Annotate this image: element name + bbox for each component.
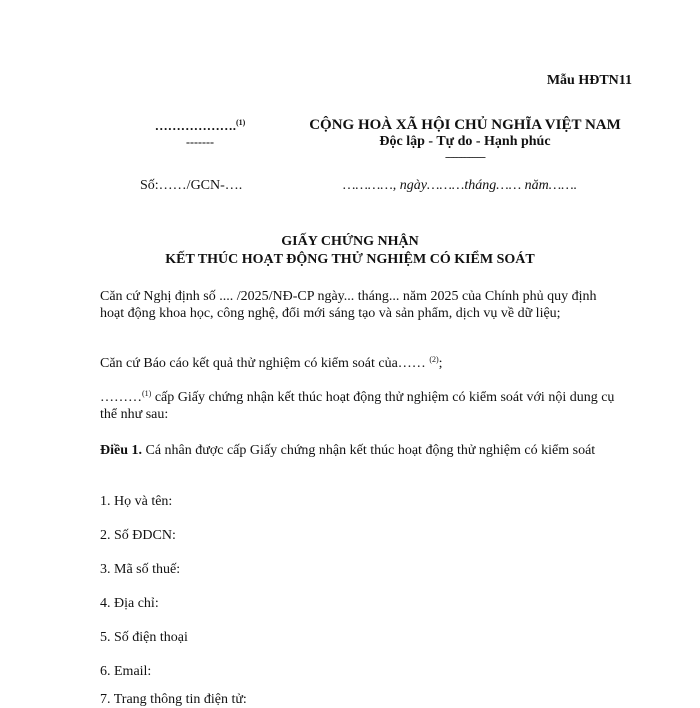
issuer-footnote-ref: (1)	[142, 389, 152, 398]
field-email: 6. Email:	[100, 664, 152, 679]
article-1	[100, 442, 620, 459]
field-full-name: 1. Họ và tên:	[100, 494, 173, 509]
article-label: Điều 1.	[100, 443, 142, 458]
issuer-placeholder: ………	[100, 390, 142, 405]
field-id-number: 2. Số ĐDCN:	[100, 528, 176, 543]
legal-basis-decree: Căn cứ Nghị định số .... /2025/NĐ-CP ngày... tháng... năm 2025 của Chính phủ quy định hoạt động khoa học, công nghệ, đổi mới sáng tạo và sản phẩm, dịch vụ về dữ liệu;	[100, 289, 597, 321]
issuance-text: cấp Giấy chứng nhận kết thúc hoạt động thử nghiệm có kiểm soát với nội dung cụ thể như sau:	[100, 390, 615, 422]
legal-basis-report	[100, 355, 620, 372]
report-footnote-ref: (2)	[429, 355, 439, 364]
document-title: GIẤY CHỨNG NHẬN	[281, 234, 419, 249]
agency-footnote-ref: (1)	[235, 118, 246, 127]
agency-divider: -------	[186, 135, 214, 149]
form-code: Mẫu HĐTN11	[546, 73, 632, 88]
motto-divider: ---------------	[445, 151, 485, 163]
document-number: Số:……/GCN-….	[140, 178, 243, 193]
field-address: 4. Địa chỉ:	[100, 596, 159, 611]
document-subtitle: KẾT THÚC HOẠT ĐỘNG THỬ NGHIỆM CÓ KIỂM SOÁT	[165, 252, 535, 267]
national-motto: Độc lập - Tự do - Hạnh phúc	[379, 134, 551, 149]
field-phone: 5. Số điện thoại	[100, 630, 188, 645]
report-text: Căn cứ Báo cáo kết quả thử nghiệm có kiểm soát của……	[100, 356, 430, 371]
agency-placeholder: ……………….	[154, 118, 236, 133]
report-end: ;	[438, 356, 443, 371]
issue-date: …………, ngày………tháng…… năm…….	[343, 178, 578, 193]
article-text: Cá nhân được cấp Giấy chứng nhận kết thúc hoạt động thử nghiệm có kiểm soát	[142, 443, 596, 458]
issuance-statement	[100, 389, 620, 423]
issuing-agency	[150, 118, 250, 134]
field-website: 7. Trang thông tin điện tử:	[100, 692, 247, 707]
country-name: CỘNG HOÀ XÃ HỘI CHỦ NGHĨA VIỆT NAM	[309, 117, 621, 133]
field-tax-code: 3. Mã số thuế:	[100, 562, 181, 577]
